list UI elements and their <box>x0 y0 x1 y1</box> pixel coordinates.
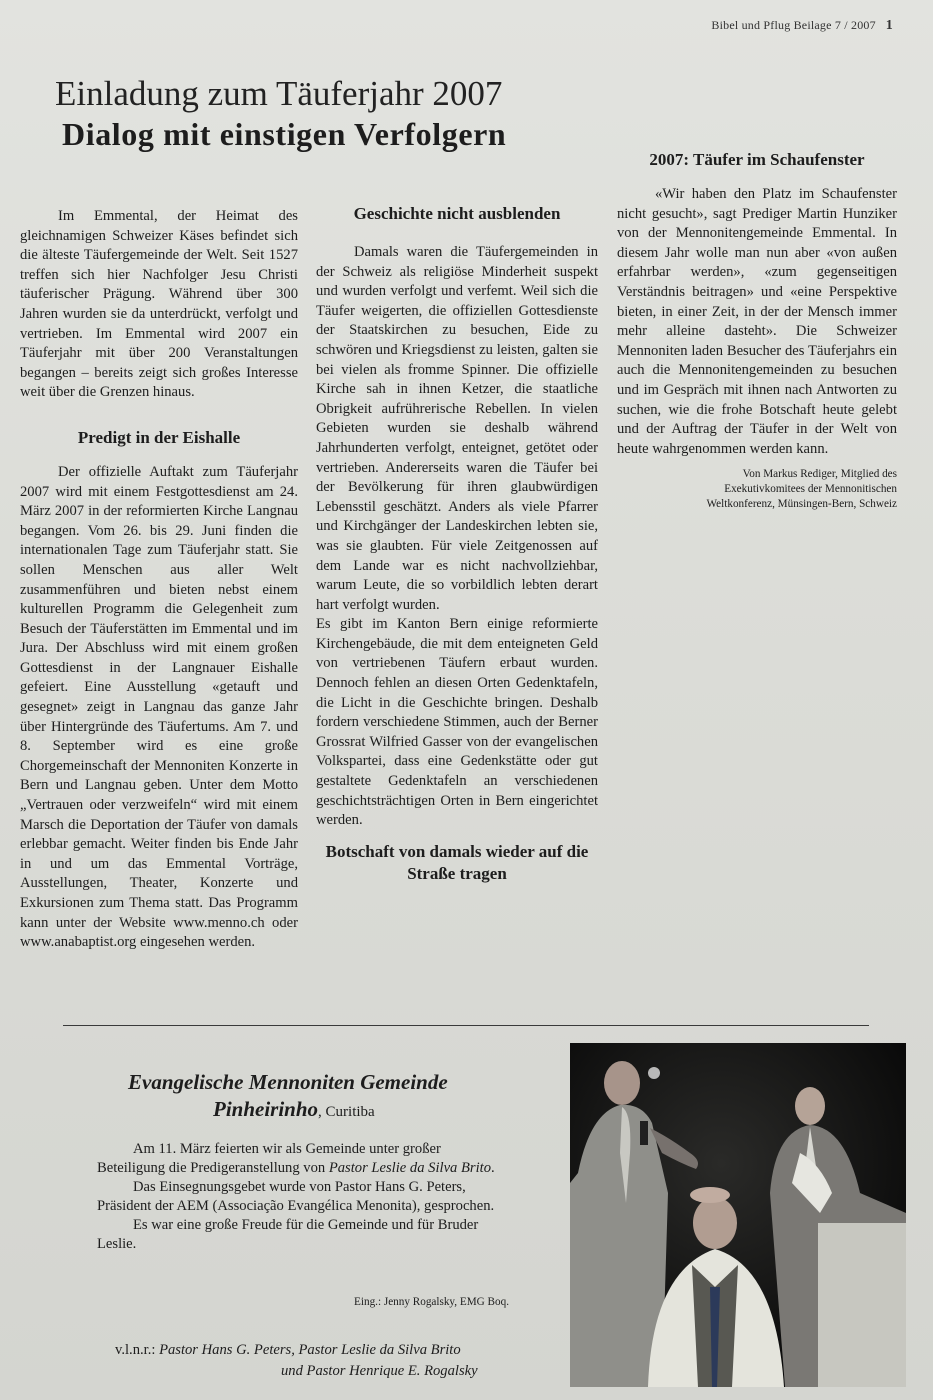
signature-line: Von Markus Rediger, Mitglied des <box>742 468 897 481</box>
author-signature <box>617 467 897 512</box>
news-subtitle <box>213 1097 375 1122</box>
paragraph: Im Emmental, der Heimat des gleichnamigen Schweizer Käses befindet sich die älteste Täufergemeinde der Welt. Seit 1527 treffen sich hier Nachfolger Jesu Christi täuferischer Prägung. Während über 300 Jahren wurden sie da unterdrückt, verfolgt und vertrieben. Im Emmental wird 2007 ein Täuferjahr mit über 200 Veranstaltungen begangen – bereits zeigt sich großes Interesse weit über die Grenzen hinaus. <box>20 208 298 401</box>
caption-line-1: Pastor Hans G. Peters, Pastor Leslie da Silva Brito <box>159 1342 461 1358</box>
paragraph: Damals waren die Täufergemeinden in der Schweiz als religiöse Minderheit suspekt und wurden verfolgt und verfemt. Weil sich die Täufer weigerten, die offiziellen Gottesdienste der Staatskirchen zu besuchen, Eide zu schwören und Kriegsdienst zu leisten, galten sie bei vielen als fromme Spinner. Die offizielle Kirche sah in ihnen Ketzer, die staatliche Obrigkeit aufrührerische Rebellen. In vielen Gebieten wurden sie deshalb während Jahrhunderten verfolgt, enteignet, getötet oder vertrieben. Andererseits waren die Täufer bei der Bevölkerung für ihren glaubwürdigen Lebensstil geschätzt. Anders als viele Pfarrer und Kirchgänger der Landeskirchen lebten sie, was sie glaubten. Für viele Zeitgenossen auf dem Lande war es nicht nachvollziehbar, warum Leute, die so vorbildlich lebten derart hart verfolgt wurden. <box>316 244 598 613</box>
article-column-2 <box>316 203 598 899</box>
photo-illustration <box>570 1043 906 1387</box>
news-subtitle-city: , Curitiba <box>318 1104 375 1120</box>
article-column-3 <box>617 135 897 512</box>
news-text: Am 11. März feierten wir als Gemeinde unter großer Beteiligung die Predigeranstellung von <box>97 1141 441 1176</box>
news-body <box>97 1140 509 1254</box>
news-text: . <box>491 1160 495 1176</box>
news-paragraph: Es war eine große Freude für die Gemeinde und für Bruder Leslie. <box>97 1217 479 1252</box>
paragraph: «Wir haben den Platz im Schaufenster nicht gesucht», sagt Prediger Martin Hunziker von der Mennonitengemeinde Emmental. In diesem Jahr wolle man nun aber «von außen erfahrbar werden», «zum gegenseitigen Verständnis beitragen» und «eine Perspektive bieten, in einer Zeit, in der der Mensch immer mehr alleine dasteht». Die Schweizer Mennoniten laden Besucher des Täuferjahrs ein auch die Mennonitengemeinden zu besuchen und im Gespräch mit ihnen nach Antworten zu suchen, wie die frohe Botschaft heute gelebt und der Auftrag der Täufer in der Welt von heute wahrgenommen werden kann. <box>617 186 897 457</box>
section-heading-botschaft: Botschaft von damals wieder auf die Straße tragen <box>325 841 589 883</box>
signature-line: Exekutivkomitees der Mennonitischen <box>724 483 897 496</box>
paragraph: Der offizielle Auftakt zum Täuferjahr 2007 wird mit einem Festgottesdienst am 24. März 2007 in der reformierten Kirche Langnau begangen. Vom 26. bis 29. Juni finden die internationalen Tage zum Täuferjahr statt. Sie sollen Menschen aus aller Welt zusammenführen und bieten nebst einem kulturellen Programm die Gelegenheit zum Besuch der Täuferstätten im Emmental und im Jura. Der Abschluss wird mit einem großen Gottesdienst in der Langnauer Eishalle gefeiert. Eine Ausstellung «getauft und gesegnet» zeigt in Langnau das ganze Jahr über Hintergründe des Täufertums. Am 7. und 8. September wird es eine große Chorgemeinschaft der Mennoniten Konzerte in Bern und Langnau geben. Unter dem Motto „Vertrauen oder verzweifeln“ wird mit einem Marsch die Deportation der Täufer von damals erlebbar gemacht. Weiter finden bis Ende Jahr in und um das Emmental Vorträge, Ausstellungen, Theater, Konzerte und Exkursionen zum Thema statt. Das Programm kann unter der Website www.menno.ch oder www.anabaptist.org eingesehen werden. <box>20 463 298 951</box>
article-title: Einladung zum Täuferjahr 2007 <box>55 74 503 113</box>
news-paragraph <box>97 1140 509 1178</box>
article-column-1 <box>20 207 298 953</box>
news-photo <box>570 1043 906 1387</box>
running-header <box>711 18 893 34</box>
news-signature: Eing.: Jenny Rogalsky, EMG Boq. <box>354 1296 509 1308</box>
article-headline: Dialog mit einstigen Verfolgern <box>62 116 507 152</box>
page-number: 1 <box>885 18 893 33</box>
news-text-italic: Pastor Leslie da Silva Brito <box>328 1160 491 1176</box>
section-divider <box>63 1025 869 1026</box>
running-header-text: Bibel und Pflug Beilage 7 / 2007 <box>711 18 876 32</box>
caption-prefix: v.l.n.r.: <box>115 1342 160 1358</box>
photo-caption <box>115 1340 515 1382</box>
section-heading-predigt: Predigt in der Eishalle <box>77 427 241 447</box>
section-heading-2007: 2007: Täufer im Schaufenster <box>649 150 865 169</box>
caption-line-2: und Pastor Henrique E. Rogalsky <box>281 1363 478 1379</box>
news-paragraph: Das Einsegnungsgebet wurde von Pastor Hans G. Peters, Präsident der AEM (Associação Evangélica Menonita), gesprochen. <box>97 1179 495 1214</box>
section-heading-geschichte: Geschichte nicht ausblenden <box>353 204 561 223</box>
paragraph: Es gibt im Kanton Bern einige reformierte Kirchengebäude, die mit dem enteigneten Geld von vertriebenen Täufern erbaut wurden. Dennoch fehlen an diesen Orten Gedenktafeln, die Licht in die Geschichte bringen. Deshalb fordern verschiedene Stimmen, auch der Berner Grossrat Wilfried Gasser von der evangelischen Volkspartei, dass eine Gedenkstätte oder gut gestaltete Gedenktafeln an verschiedenen geschichtsträchtigen Orten in Bern eingerichtet werden. <box>316 616 598 829</box>
news-subtitle-place: Pinheirinho <box>213 1097 319 1121</box>
signature-line: Weltkonferenz, Münsingen-Bern, Schweiz <box>706 498 897 511</box>
news-title: Evangelische Mennoniten Gemeinde <box>128 1070 448 1094</box>
